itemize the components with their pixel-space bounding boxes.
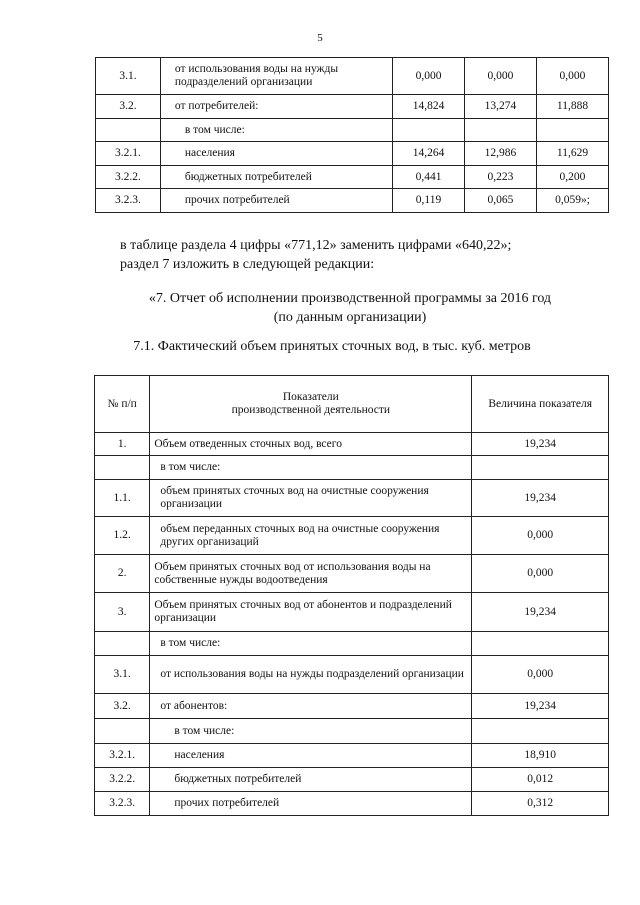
row-label: в том числе:	[160, 119, 392, 142]
table-water-supply-continued	[95, 57, 609, 213]
row-label: в том числе:	[150, 632, 472, 656]
row-label: в том числе:	[150, 719, 472, 744]
row-label: Объем принятых сточных вод от абонентов и подразделений организации	[150, 593, 472, 632]
table-row	[95, 656, 609, 694]
amendment-line: раздел 7 изложить в следующей редакции:	[120, 257, 375, 272]
row-number: 3.2.2.	[95, 768, 150, 792]
page-number: 5	[317, 32, 323, 44]
header-label-line: производственной деятельности	[231, 404, 391, 416]
row-value: 0,223	[465, 166, 537, 189]
row-value: 13,274	[465, 95, 537, 119]
table-row	[96, 142, 609, 166]
row-label: бюджетных потребителей	[160, 166, 392, 189]
row-value: 0,119	[393, 189, 465, 213]
row-label: населения	[160, 142, 392, 166]
row-label: Объем отведенных сточных вод, всего	[150, 433, 472, 456]
row-value: 0,000	[472, 656, 609, 694]
table-row	[95, 768, 609, 792]
header-label-line: Показатели	[282, 391, 339, 403]
row-value: 0,312	[472, 792, 609, 816]
row-number	[96, 119, 161, 142]
row-value: 0,065	[465, 189, 537, 213]
row-label: от использования воды на нужды подразделений организации	[160, 58, 392, 95]
row-number: 1.1.	[95, 480, 150, 517]
row-number: 3.1.	[96, 58, 161, 95]
table-row	[96, 166, 609, 189]
row-number: 3.2.1.	[95, 744, 150, 768]
row-value: 18,910	[472, 744, 609, 768]
row-value: 0,000	[393, 58, 465, 95]
row-label: Объем принятых сточных вод от использования воды на собственные нужды водоотведения	[150, 555, 472, 593]
table-row	[96, 189, 609, 213]
row-value: 11,888	[536, 95, 608, 119]
row-value: 14,824	[393, 95, 465, 119]
row-value: 0,000	[472, 517, 609, 555]
table-header-row	[95, 376, 609, 433]
table-row	[95, 456, 609, 480]
row-label: от использования воды на нужды подразделений организации	[150, 656, 472, 694]
row-number: 3.1.	[95, 656, 150, 694]
row-number: 1.	[95, 433, 150, 456]
row-value: 0,441	[393, 166, 465, 189]
row-number: 3.2.	[95, 694, 150, 719]
table-row	[96, 119, 609, 142]
row-label: объем переданных сточных вод на очистные сооружения других организаций	[150, 517, 472, 555]
table-row	[95, 719, 609, 744]
row-value: 0,012	[472, 768, 609, 792]
row-label: прочих потребителей	[160, 189, 392, 213]
table-wastewater	[94, 375, 609, 816]
amendment-line: в таблице раздела 4 цифры «771,12» заменить цифрами «640,22»;	[120, 238, 512, 253]
table-row	[95, 744, 609, 768]
header-value: Величина показателя	[472, 376, 609, 433]
subsection-title: 7.1. Фактический объем принятых сточных вод, в тыс. куб. метров	[133, 339, 531, 354]
row-number: 3.2.1.	[96, 142, 161, 166]
table-row	[96, 58, 609, 95]
row-number: 2.	[95, 555, 150, 593]
row-label: в том числе:	[150, 456, 472, 480]
row-number: 3.2.3.	[96, 189, 161, 213]
row-value: 14,264	[393, 142, 465, 166]
amendment-paragraph	[120, 236, 620, 274]
table-row	[95, 694, 609, 719]
row-number	[95, 632, 150, 656]
row-value	[536, 119, 608, 142]
row-value	[472, 632, 609, 656]
table-row	[95, 555, 609, 593]
section-title-line: «7. Отчет об исполнении производственной программы за 2016 год	[148, 291, 552, 306]
table-row	[95, 517, 609, 555]
row-value: 12,986	[465, 142, 537, 166]
row-value	[472, 719, 609, 744]
row-label: от абонентов:	[150, 694, 472, 719]
table-row	[95, 792, 609, 816]
row-number	[95, 456, 150, 480]
row-number: 3.2.2.	[96, 166, 161, 189]
row-value: 19,234	[472, 433, 609, 456]
row-value: 19,234	[472, 593, 609, 632]
section-title	[0, 289, 640, 327]
row-value: 0,000	[465, 58, 537, 95]
row-number: 3.2.3.	[95, 792, 150, 816]
header-label	[150, 376, 472, 433]
row-number	[95, 719, 150, 744]
row-number: 3.2.	[96, 95, 161, 119]
row-label: прочих потребителей	[150, 792, 472, 816]
row-value: 0,200	[536, 166, 608, 189]
table-row	[95, 593, 609, 632]
row-value: 11,629	[536, 142, 608, 166]
row-value: 19,234	[472, 694, 609, 719]
row-value	[393, 119, 465, 142]
table-row	[96, 95, 609, 119]
row-value	[465, 119, 537, 142]
table-row	[95, 632, 609, 656]
table-row	[95, 480, 609, 517]
header-number: № п/п	[95, 376, 150, 433]
row-number: 1.2.	[95, 517, 150, 555]
table-row	[95, 433, 609, 456]
row-value	[472, 456, 609, 480]
section-title-line: (по данным организации)	[273, 310, 427, 325]
row-value: 0,000	[472, 555, 609, 593]
row-number: 3.	[95, 593, 150, 632]
row-label: бюджетных потребителей	[150, 768, 472, 792]
row-value: 19,234	[472, 480, 609, 517]
row-value: 0,059»;	[536, 189, 608, 213]
row-value: 0,000	[536, 58, 608, 95]
row-label: от потребителей:	[160, 95, 392, 119]
row-label: населения	[150, 744, 472, 768]
row-label: объем принятых сточных вод на очистные сооружения организации	[150, 480, 472, 517]
